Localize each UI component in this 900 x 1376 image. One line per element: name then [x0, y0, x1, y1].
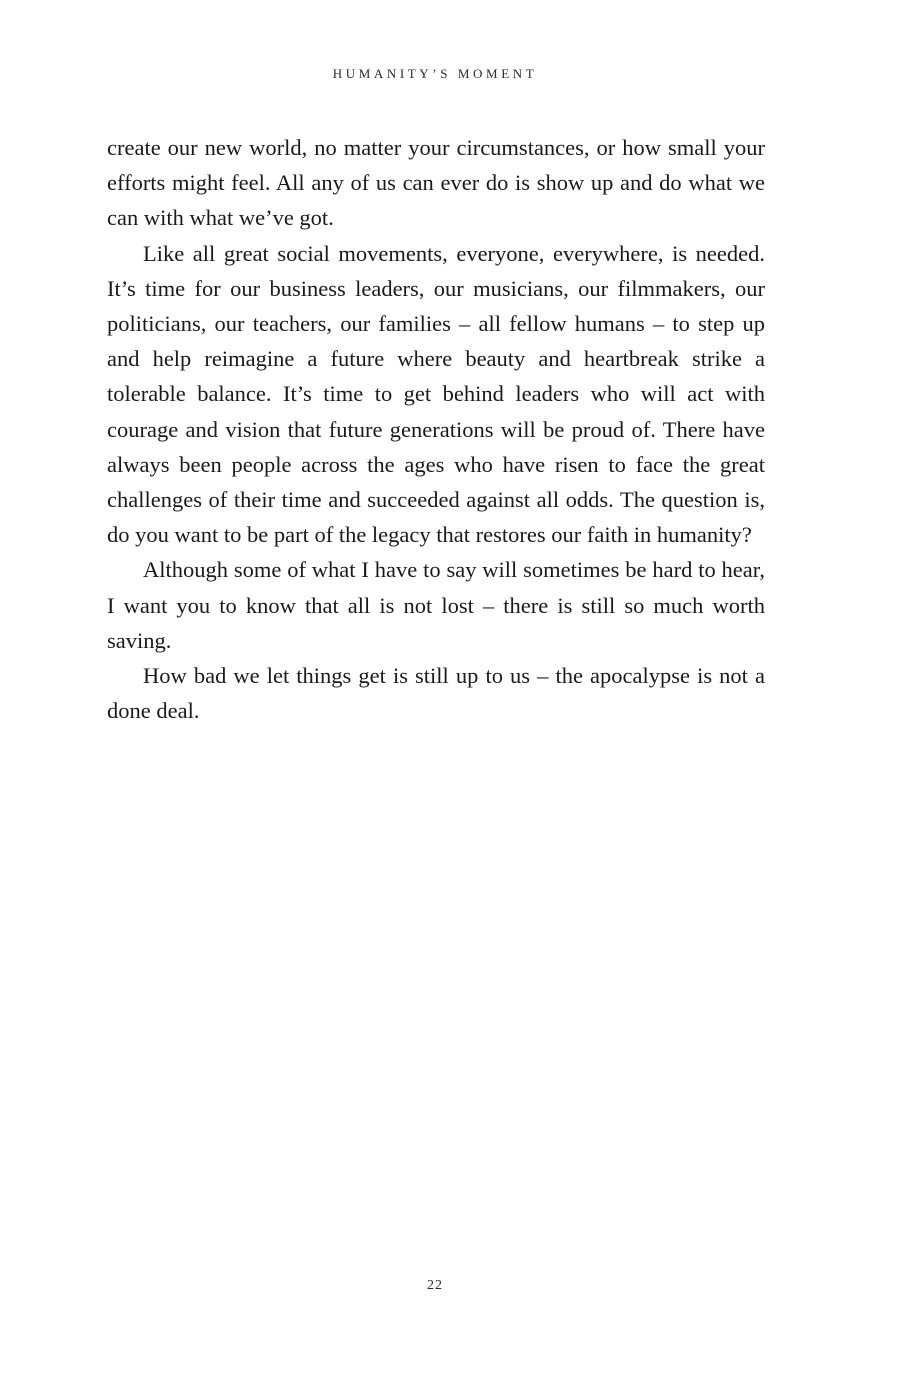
paragraph-1: create our new world, no matter your circumstances, or how small your efforts might feel. All any of us can ever do is show up and do what we can with what we’ve got. [107, 135, 765, 231]
paragraph-4: How bad we let things get is still up to us – the apocalypse is not a done deal. [107, 663, 765, 724]
paragraph-3: Although some of what I have to say will sometimes be hard to hear, I want you to know that all is not lost – there is still so much worth saving. [107, 557, 765, 653]
running-header: HUMANITY’S MOMENT [332, 66, 538, 81]
body-text [107, 130, 765, 728]
page-number: 22 [427, 1278, 443, 1293]
paragraph-2: Like all great social movements, everyone, everywhere, is needed. It’s time for our business leaders, our musicians, our filmmakers, our politicians, our teachers, our families – all fellow humans – to step up and help reimagine a future where beauty and heartbreak strike a tolerable balance. It’s time to get behind leaders who will act with courage and vision that future generations will be proud of. There have always been people across the ages who have risen to face the great challenges of their time and succeeded against all odds. The question is, do you want to be part of the legacy that restores our faith in humanity? [107, 240, 765, 548]
